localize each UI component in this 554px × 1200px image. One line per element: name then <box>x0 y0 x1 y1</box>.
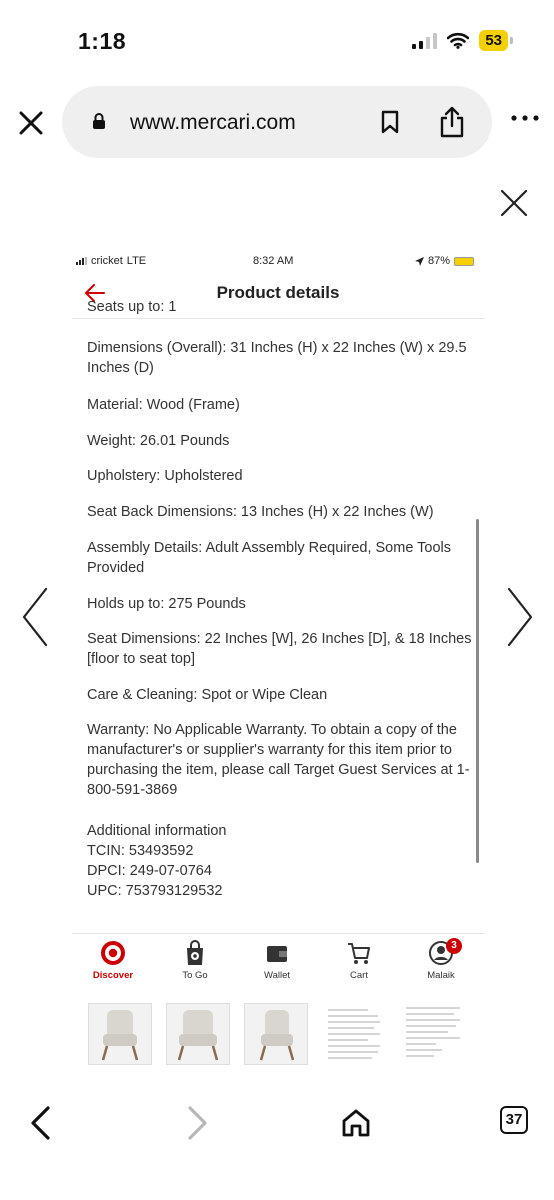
spec-item-material: Material: Wood (Frame) <box>87 397 240 413</box>
tcin-value: TCIN: 53493592 <box>87 843 194 859</box>
inner-status-bar <box>72 247 484 275</box>
target-logo-icon <box>100 940 126 966</box>
additional-heading: Additional information <box>87 823 227 839</box>
inner-battery-icon <box>454 257 474 266</box>
dpci-value: DPCI: 249-07-0764 <box>87 863 212 879</box>
chair-image <box>89 1004 151 1064</box>
spec-item-seats: Seats up to: 1 <box>87 299 177 315</box>
lock-icon <box>92 113 106 129</box>
thumbnail-chair-1[interactable] <box>88 1003 152 1065</box>
signal-icon <box>412 33 437 49</box>
url-text: www.mercari.com <box>130 111 296 134</box>
spec-item-assembly: Assembly Details: Adult Assembly Required, Some Tools Provided <box>87 540 452 576</box>
inner-signal-icon <box>76 257 87 265</box>
chair-image <box>167 1004 229 1064</box>
tab-to-go[interactable] <box>160 940 230 981</box>
browser-toolbar <box>0 1085 554 1200</box>
tab-account[interactable] <box>406 940 476 981</box>
tab-discover[interactable] <box>78 940 148 981</box>
tab-label: Wallet <box>263 970 291 981</box>
tab-wallet[interactable] <box>242 940 312 981</box>
additional-info <box>87 821 472 901</box>
thumbnail-strip <box>72 999 484 1067</box>
chevron-left-icon[interactable] <box>20 585 50 649</box>
chevron-right-icon[interactable] <box>505 585 535 649</box>
spec-item-seat-dimensions: Seat Dimensions: 22 Inches [W], 26 Inches [D], & 18 Inches [floor to seat top] <box>87 631 472 667</box>
bookmark-icon[interactable] <box>380 110 400 134</box>
cart-icon <box>346 940 372 966</box>
more-icon[interactable] <box>510 113 540 123</box>
inner-battery-text: 87% <box>427 255 450 267</box>
tab-label: Malaik <box>427 970 455 981</box>
product-screenshot <box>72 247 484 1070</box>
tab-label: To Go <box>182 970 208 981</box>
thumbnail-text-2[interactable] <box>402 1003 466 1065</box>
tab-cart[interactable] <box>324 940 394 981</box>
spec-item-upholstery: Upholstery: Upholstered <box>87 468 243 484</box>
bag-icon <box>182 940 208 966</box>
location-arrow-icon <box>415 257 424 266</box>
page-title: Product details <box>216 283 340 302</box>
thumbnail-chair-2[interactable] <box>166 1003 230 1065</box>
spec-item-holds: Holds up to: 275 Pounds <box>87 596 246 612</box>
chair-image <box>245 1004 307 1064</box>
tab-label: Discover <box>92 970 134 981</box>
notification-badge: 3 <box>446 938 462 954</box>
inner-time: 8:32 AM <box>253 255 294 267</box>
wifi-icon <box>447 32 469 49</box>
battery-indicator: 53 <box>479 30 508 51</box>
inner-carrier: cricket <box>91 255 123 267</box>
upc-value: UPC: 753793129532 <box>87 883 223 899</box>
close-icon[interactable] <box>18 110 44 136</box>
back-icon[interactable] <box>28 1105 52 1141</box>
spec-item-weight: Weight: 26.01 Pounds <box>87 433 230 449</box>
status-time: 1:18 <box>78 28 127 54</box>
tab-label: Cart <box>350 970 368 981</box>
thumbnail-chair-3[interactable] <box>244 1003 308 1065</box>
spec-item-care: Care & Cleaning: Spot or Wipe Clean <box>87 687 328 703</box>
status-indicators <box>412 30 508 51</box>
inner-network: LTE <box>126 255 147 267</box>
spec-item-warranty: Warranty: No Applicable Warranty. To obtain a copy of the manufacturer's or supplier's warranty for this item prior to purchasing the item, please call Target Guest Services at 1-800-591-3869 <box>87 722 470 798</box>
spec-item-dimensions: Dimensions (Overall): 31 Inches (H) x 22 Inches (W) x 29.5 Inches (D) <box>87 340 467 376</box>
address-bar[interactable] <box>62 86 492 158</box>
thumbnail-text-1[interactable] <box>324 1003 388 1065</box>
forward-icon[interactable] <box>186 1105 210 1141</box>
inner-tab-bar <box>72 933 484 989</box>
tabs-button[interactable]: 37 <box>500 1106 528 1134</box>
share-icon[interactable] <box>438 106 466 138</box>
spec-item-seat-back: Seat Back Dimensions: 13 Inches (H) x 22 Inches (W) <box>87 504 434 520</box>
viewer-close-icon[interactable] <box>498 187 530 219</box>
scrollbar[interactable] <box>476 519 479 863</box>
home-icon[interactable] <box>340 1107 372 1139</box>
wallet-icon <box>264 940 290 966</box>
